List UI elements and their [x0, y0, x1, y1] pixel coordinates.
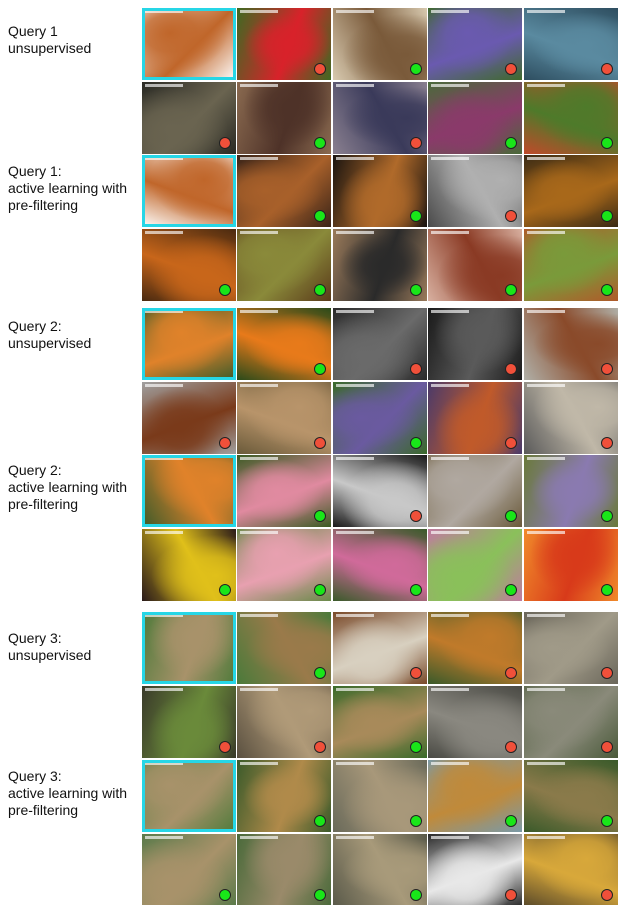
result-image — [524, 8, 618, 80]
image-caption-strip — [527, 531, 565, 534]
relevant-dot-icon — [410, 889, 422, 901]
orange-flower-photo — [142, 308, 236, 380]
irrelevant-dot-icon — [601, 889, 613, 901]
image-caption-strip — [527, 231, 565, 234]
image-caption-strip — [527, 310, 565, 313]
query-image — [142, 612, 236, 684]
image-caption-strip — [240, 762, 278, 765]
roast-fowl-plate-photo — [142, 8, 236, 80]
result-image — [428, 686, 522, 758]
result-image — [524, 382, 618, 454]
result-image — [524, 82, 618, 154]
relevant-dot-icon — [410, 284, 422, 296]
image-caption-strip — [145, 614, 183, 617]
result-image — [333, 382, 427, 454]
image-caption-strip — [336, 614, 374, 617]
result-image — [428, 529, 522, 601]
image-caption-strip — [240, 10, 278, 13]
image-caption-strip — [431, 836, 469, 839]
relevant-dot-icon — [410, 210, 422, 222]
image-caption-strip — [240, 836, 278, 839]
result-image — [524, 155, 618, 227]
irrelevant-dot-icon — [601, 437, 613, 449]
row-label: Query 3: unsupervised — [8, 630, 92, 663]
query-image — [142, 760, 236, 832]
result-image — [428, 760, 522, 832]
relevant-dot-icon — [219, 584, 231, 596]
image-caption-strip — [527, 157, 565, 160]
result-grid — [142, 760, 619, 905]
irrelevant-dot-icon — [410, 137, 422, 149]
result-image — [237, 612, 331, 684]
image-caption-strip — [240, 457, 278, 460]
result-grid — [142, 308, 619, 454]
result-grid — [142, 8, 619, 154]
relevant-dot-icon — [601, 284, 613, 296]
result-image — [428, 82, 522, 154]
image-caption-strip — [431, 84, 469, 87]
roast-fowl-plate-photo — [142, 155, 236, 227]
irrelevant-dot-icon — [410, 363, 422, 375]
irrelevant-dot-icon — [601, 667, 613, 679]
image-caption-strip — [431, 157, 469, 160]
result-image — [237, 382, 331, 454]
image-caption-strip — [240, 614, 278, 617]
result-image — [333, 229, 427, 301]
result-image — [524, 686, 618, 758]
result-image — [428, 834, 522, 905]
image-caption-strip — [145, 688, 183, 691]
result-image — [428, 382, 522, 454]
result-image — [142, 686, 236, 758]
image-caption-strip — [431, 531, 469, 534]
image-caption-strip — [240, 310, 278, 313]
result-image — [237, 760, 331, 832]
result-image — [237, 155, 331, 227]
relevant-dot-icon — [410, 437, 422, 449]
image-caption-strip — [145, 457, 183, 460]
image-caption-strip — [336, 231, 374, 234]
result-image — [333, 8, 427, 80]
image-caption-strip — [527, 384, 565, 387]
result-grid — [142, 612, 619, 758]
query-image — [142, 155, 236, 227]
image-caption-strip — [336, 384, 374, 387]
result-image — [333, 308, 427, 380]
result-image — [428, 155, 522, 227]
relevant-dot-icon — [601, 815, 613, 827]
row-label: Query 1: active learning with pre-filtering — [8, 163, 128, 213]
result-image — [237, 8, 331, 80]
result-image — [237, 229, 331, 301]
irrelevant-dot-icon — [601, 741, 613, 753]
query-image — [142, 8, 236, 80]
result-image — [524, 229, 618, 301]
row-label: Query 2: unsupervised — [8, 318, 92, 351]
image-caption-strip — [431, 10, 469, 13]
result-image — [237, 455, 331, 527]
result-image — [142, 82, 236, 154]
result-image — [524, 760, 618, 832]
result-image — [142, 229, 236, 301]
result-image — [333, 155, 427, 227]
result-image — [333, 686, 427, 758]
result-image — [428, 308, 522, 380]
row-label: Query 3: active learning with pre-filtering — [8, 768, 128, 818]
image-caption-strip — [336, 836, 374, 839]
image-caption-strip — [527, 457, 565, 460]
image-caption-strip — [145, 310, 183, 313]
relevant-dot-icon — [601, 210, 613, 222]
image-caption-strip — [240, 688, 278, 691]
result-image — [428, 229, 522, 301]
result-image — [333, 529, 427, 601]
image-caption-strip — [336, 10, 374, 13]
image-caption-strip — [431, 231, 469, 234]
result-image — [237, 308, 331, 380]
image-caption-strip — [145, 762, 183, 765]
irrelevant-dot-icon — [410, 667, 422, 679]
irrelevant-dot-icon — [219, 137, 231, 149]
image-caption-strip — [240, 231, 278, 234]
result-image — [428, 8, 522, 80]
result-image — [333, 612, 427, 684]
result-image — [524, 612, 618, 684]
relevant-dot-icon — [601, 137, 613, 149]
image-caption-strip — [431, 762, 469, 765]
image-caption-strip — [336, 531, 374, 534]
image-caption-strip — [527, 614, 565, 617]
image-caption-strip — [145, 384, 183, 387]
orange-flower-photo — [142, 455, 236, 527]
result-image — [524, 529, 618, 601]
result-grid — [142, 455, 619, 601]
irrelevant-dot-icon — [410, 510, 422, 522]
query-image — [142, 308, 236, 380]
image-caption-strip — [145, 84, 183, 87]
result-image — [524, 455, 618, 527]
result-image — [428, 455, 522, 527]
relevant-dot-icon — [410, 63, 422, 75]
result-image — [237, 834, 331, 905]
image-caption-strip — [431, 384, 469, 387]
relevant-dot-icon — [410, 741, 422, 753]
image-caption-strip — [431, 310, 469, 313]
image-caption-strip — [145, 836, 183, 839]
image-caption-strip — [145, 157, 183, 160]
image-caption-strip — [336, 762, 374, 765]
relevant-dot-icon — [219, 284, 231, 296]
image-caption-strip — [240, 157, 278, 160]
irrelevant-dot-icon — [601, 363, 613, 375]
relevant-dot-icon — [410, 815, 422, 827]
image-caption-strip — [240, 84, 278, 87]
relevant-dot-icon — [410, 584, 422, 596]
result-image — [142, 529, 236, 601]
result-image — [333, 834, 427, 905]
result-image — [333, 760, 427, 832]
image-caption-strip — [431, 457, 469, 460]
row-label: Query 1 unsupervised — [8, 23, 92, 56]
result-image — [333, 82, 427, 154]
relevant-dot-icon — [601, 510, 613, 522]
result-image — [237, 529, 331, 601]
image-caption-strip — [145, 531, 183, 534]
image-caption-strip — [240, 384, 278, 387]
result-image — [142, 834, 236, 905]
lion-photo — [142, 760, 236, 832]
result-image — [524, 834, 618, 905]
query-image — [142, 455, 236, 527]
irrelevant-dot-icon — [601, 63, 613, 75]
image-caption-strip — [336, 157, 374, 160]
result-image — [428, 612, 522, 684]
image-caption-strip — [336, 84, 374, 87]
relevant-dot-icon — [219, 889, 231, 901]
image-caption-strip — [145, 231, 183, 234]
result-image — [524, 308, 618, 380]
image-caption-strip — [527, 84, 565, 87]
image-caption-strip — [336, 688, 374, 691]
image-caption-strip — [240, 531, 278, 534]
image-caption-strip — [336, 310, 374, 313]
image-caption-strip — [527, 836, 565, 839]
image-caption-strip — [431, 688, 469, 691]
result-image — [333, 455, 427, 527]
row-label: Query 2: active learning with pre-filtering — [8, 462, 128, 512]
result-image — [142, 382, 236, 454]
lion-photo — [142, 612, 236, 684]
relevant-dot-icon — [601, 584, 613, 596]
image-caption-strip — [527, 688, 565, 691]
image-caption-strip — [145, 10, 183, 13]
image-caption-strip — [527, 10, 565, 13]
image-caption-strip — [336, 457, 374, 460]
irrelevant-dot-icon — [219, 741, 231, 753]
image-caption-strip — [431, 614, 469, 617]
result-image — [237, 686, 331, 758]
image-caption-strip — [527, 762, 565, 765]
result-grid — [142, 155, 619, 301]
irrelevant-dot-icon — [219, 437, 231, 449]
result-image — [237, 82, 331, 154]
